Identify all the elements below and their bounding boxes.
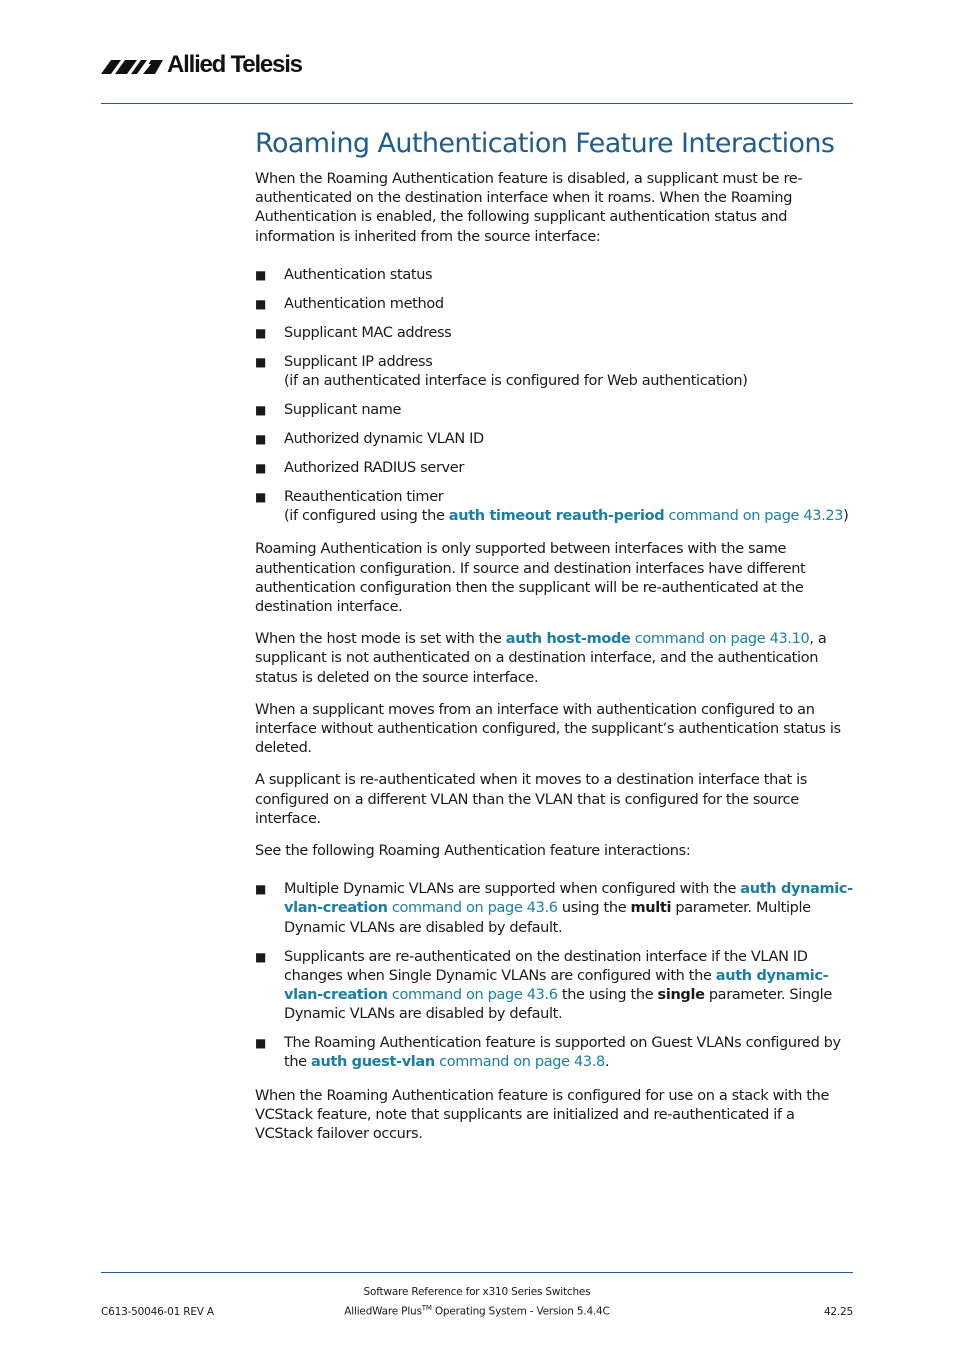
see-paragraph: See the following Roaming Authentication feature interactions: bbox=[255, 843, 691, 860]
supported-paragraph: Roaming Authentication is only supported between interfaces with the same authentication configuration. If source and destination interfaces have different authentication configuration then the supplicant will be re-authenticated at the destination interface. bbox=[255, 541, 806, 616]
list-item: ■ Authorized RADIUS server bbox=[255, 459, 855, 478]
logo-text: Allied Telesis bbox=[167, 51, 302, 78]
bullet-icon: ■ bbox=[255, 296, 266, 311]
list-item: ■ Multiple Dynamic VLANs are supported when configured with the auth dynamic-vlan-creation command on page 43.6 using the multi parameter. Multiple Dynamic VLANs are disabled by default. bbox=[255, 881, 853, 936]
list-item: ■ Supplicant IP address (if an authenticated interface is configured for Web authentication) bbox=[255, 353, 748, 390]
footer-page-number: 42.25 bbox=[823, 1306, 853, 1318]
footer-os-line: AlliedWare Plus™ Operating System - Version 5.4.4C bbox=[344, 1304, 610, 1318]
list-item: ■ Authentication status bbox=[255, 266, 855, 285]
list-item: ■ Authorized dynamic VLAN ID bbox=[255, 430, 855, 449]
auth-timeout-reauth-period-link[interactable]: auth timeout reauth-period command on page 43.23 bbox=[448, 508, 844, 525]
list-item: ■ Supplicant MAC address bbox=[255, 324, 855, 343]
list-item: ■ Supplicants are re-authenticated on the destination interface if the VLAN ID changes when Single Dynamic VLANs are configured with the auth dynamic-vlan-creation command on page 43.6 the using the single parameter. Single Dynamic VLANs are disabled by default. bbox=[255, 948, 832, 1023]
bullet-icon: ■ bbox=[255, 403, 266, 418]
main-content bbox=[255, 127, 855, 1157]
auth-dynamic-vlan-creation-link[interactable]: auth dynamic-vlan-creation command on page 43.6 bbox=[284, 967, 829, 1004]
company-logo bbox=[101, 50, 302, 80]
intro-paragraph: When the Roaming Authentication feature is disabled, a supplicant must be re-authenticated on the destination interface when it roams. When the Roaming Authentication is enabled, the following supplicant authentication status and information is inherited from the source interface: bbox=[255, 171, 803, 245]
bullet-icon: ■ bbox=[255, 882, 266, 897]
list-item: ■ Supplicant name bbox=[255, 401, 855, 420]
bullet-icon: ■ bbox=[255, 490, 266, 505]
interactions-list bbox=[255, 880, 855, 1072]
bullet-icon: ■ bbox=[255, 267, 266, 282]
footer-doc-id: C613-50046-01 REV A bbox=[101, 1306, 214, 1318]
hostmode-paragraph: When the host mode is set with the auth host-mode command on page 43.10, a supplicant is not authenticated on a destination interface, and the authentication status is deleted on the source interface. bbox=[255, 631, 827, 686]
header-divider bbox=[101, 103, 853, 104]
auth-guest-vlan-link[interactable]: auth guest-vlan command on page 43.8 bbox=[311, 1054, 605, 1071]
list-item: ■ Authentication method bbox=[255, 295, 855, 314]
bullet-icon: ■ bbox=[255, 354, 266, 369]
footer-divider bbox=[101, 1272, 853, 1273]
ip-note: (if an authenticated interface is configured for Web authentication) bbox=[284, 373, 748, 390]
vlan-paragraph: A supplicant is re-authenticated when it moves to a destination interface that is configured on a different VLAN than the VLAN that is configured for the source interface. bbox=[255, 772, 807, 827]
auth-host-mode-link[interactable]: auth host-mode command on page 43.10 bbox=[505, 631, 810, 648]
vcstack-paragraph: When the Roaming Authentication feature is configured for use on a stack with the VCStack feature, note that supplicants are initialized and re-authenticated if a VCStack failover occurs. bbox=[255, 1087, 830, 1143]
bullet-icon: ■ bbox=[255, 432, 266, 447]
bullet-icon: ■ bbox=[255, 325, 266, 340]
bullet-icon: ■ bbox=[255, 461, 266, 476]
bullet-icon: ■ bbox=[255, 949, 266, 964]
allied-telesis-logo-icon bbox=[101, 55, 163, 75]
bullet-icon: ■ bbox=[255, 1036, 266, 1051]
auth-dynamic-vlan-creation-link[interactable]: auth dynamic-vlan-creation command on page 43.6 bbox=[284, 881, 853, 917]
list-item: ■ The Roaming Authentication feature is supported on Guest VLANs configured by the auth guest-vlan command on page 43.8. bbox=[255, 1035, 841, 1071]
moves-paragraph: When a supplicant moves from an interface with authentication configured to an interface without authentication configured, the supplicant’s authentication status is deleted. bbox=[255, 701, 841, 757]
page-title: Roaming Authentication Feature Interactions bbox=[255, 128, 835, 159]
inherited-items-list bbox=[255, 266, 855, 527]
footer-doc-title: Software Reference for x310 Series Switches bbox=[363, 1286, 591, 1298]
list-item: ■ Reauthentication timer (if configured using the auth timeout reauth-period command on page 43.23) bbox=[255, 489, 849, 525]
